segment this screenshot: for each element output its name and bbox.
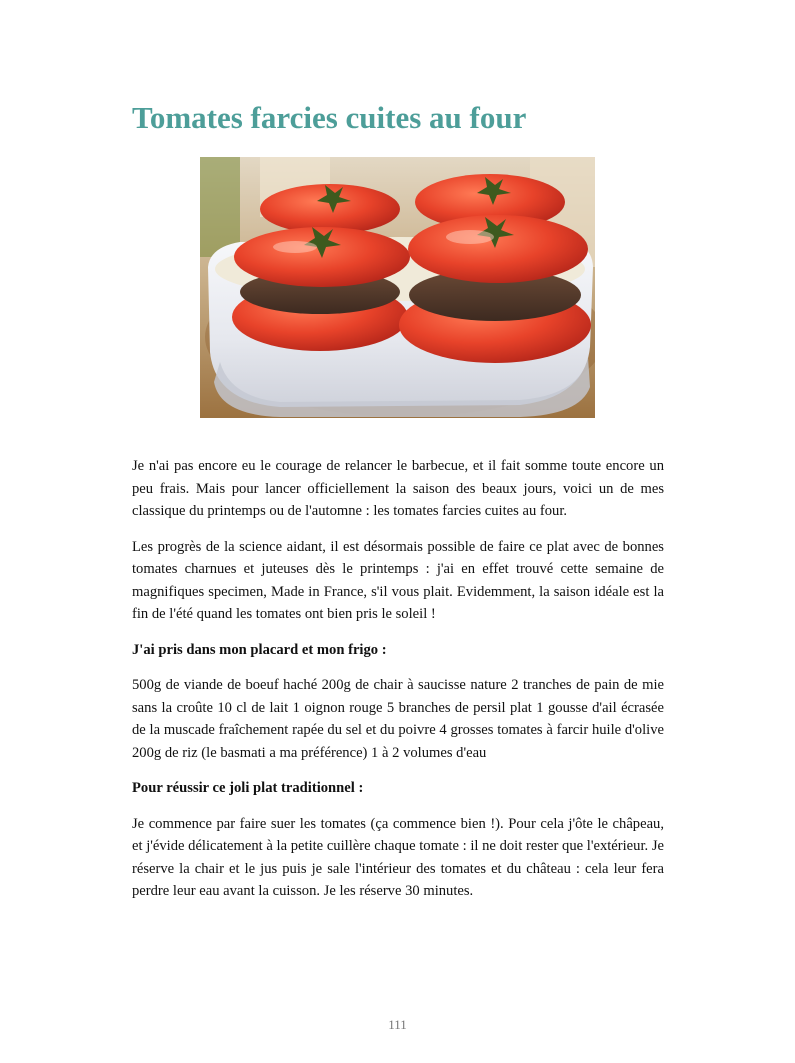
page-title: Tomates farcies cuites au four <box>132 100 527 135</box>
ingredients-heading: J'ai pris dans mon placard et mon frigo : <box>132 641 387 658</box>
ingredients-paragraph: 500g de viande de boeuf haché 200g de chair à saucisse nature 2 tranches de pain de mie sans la croûte 10 cl de lait 1 oignon rouge 5 branches de persil plat 1 gousse d'ail écrasée de la muscade fraîchement rapée du sel et du poivre 4 grosses tomates à farcir huile d'olive 200g de riz (le basmati a ma préférence) 1 à 2 volumes d'eau <box>132 677 664 761</box>
body-text <box>132 455 664 916</box>
method-paragraph: Je commence par faire suer les tomates (ça commence bien !). Pour cela j'ôte le châpeau, et j'évide délicatement à la petite cuillère chaque tomate : il ne doit rester que l'extérieur. Je réserve la chair et le jus puis je sale l'intérieur des tomates et du château : cela leur fera perdre leur eau avant la cuisson. Je les réserve 30 minutes. <box>132 815 664 899</box>
page-number: 111 <box>388 1017 407 1032</box>
intro-paragraph: Je n'ai pas encore eu le courage de relancer le barbecue, et il fait somme toute encore un peu frais. Mais pour lancer officiellement la saison des beaux jours, voici un de mes classique du printemps ou de l'automne : les tomates farcies cuites au four. <box>132 458 664 519</box>
method-heading: Pour réussir ce joli plat traditionnel : <box>132 780 364 796</box>
season-paragraph: Les progrès de la science aidant, il est désormais possible de faire ce plat avec de bonnes tomates charnues et juteuses dès le printemps : j'ai en effet trouvé cette semaine de magnifiques specimen, Made in France, s'il vous plait. Evidemment, la saison idéale est la fin de l'été quand les tomates ont bien pris le soleil ! <box>132 538 664 622</box>
stuffed-tomatoes-photo <box>200 157 595 418</box>
